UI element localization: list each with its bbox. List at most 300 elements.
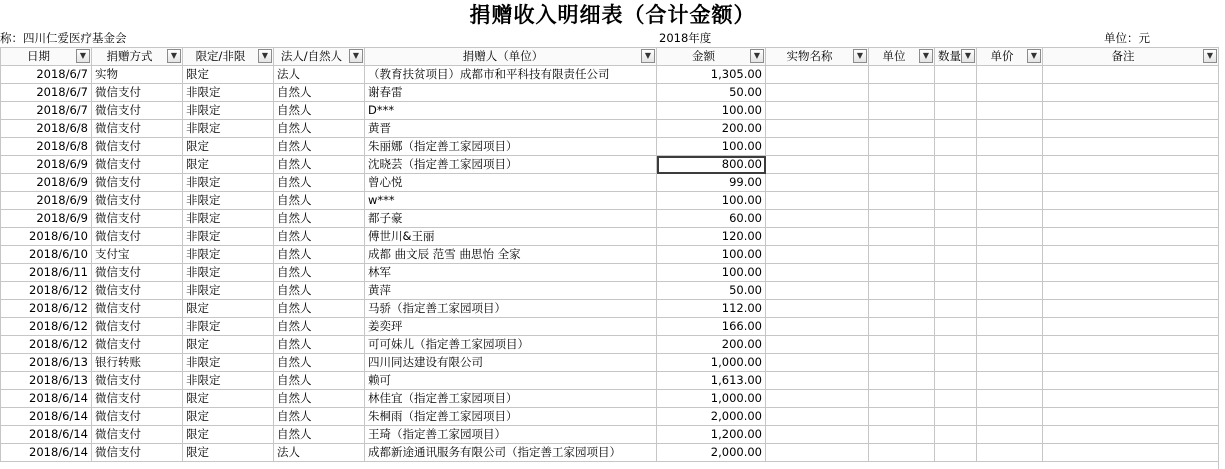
column-header-label: 数量	[938, 49, 961, 63]
dropdown-arrow-icon[interactable]: ▼	[750, 49, 764, 63]
cell-remark[interactable]	[1043, 372, 1219, 390]
cell-amount[interactable]: 1,305.00	[657, 66, 766, 84]
cell-date[interactable]: 2018/6/9	[1, 156, 92, 174]
cell-donor-type[interactable]: 自然人	[274, 390, 365, 408]
cell-date[interactable]: 2018/6/10	[1, 228, 92, 246]
cell-unit-price[interactable]	[977, 426, 1043, 444]
column-header-label: 实物名称	[786, 49, 833, 63]
cell-quantity[interactable]	[935, 156, 977, 174]
cell-unit[interactable]	[869, 300, 935, 318]
cell-unit-price[interactable]	[977, 318, 1043, 336]
cell-unit[interactable]	[869, 84, 935, 102]
cell-amount[interactable]: 800.00	[657, 156, 766, 174]
cell-quantity[interactable]	[935, 336, 977, 354]
cell-date[interactable]: 2018/6/8	[1, 138, 92, 156]
cell-restriction[interactable]: 非限定	[183, 228, 274, 246]
cell-restriction[interactable]: 非限定	[183, 282, 274, 300]
cell-remark[interactable]	[1043, 174, 1219, 192]
cell-date[interactable]: 2018/6/9	[1, 174, 92, 192]
cell-date[interactable]: 2018/6/10	[1, 246, 92, 264]
cell-remark[interactable]	[1043, 300, 1219, 318]
dropdown-arrow-icon[interactable]: ▼	[349, 49, 363, 63]
cell-method[interactable]: 微信支付	[92, 318, 183, 336]
cell-item-name[interactable]	[766, 372, 869, 390]
cell-quantity[interactable]	[935, 426, 977, 444]
cell-donor-type[interactable]: 自然人	[274, 120, 365, 138]
cell-item-name[interactable]	[766, 174, 869, 192]
cell-item-name[interactable]	[766, 264, 869, 282]
cell-item-name[interactable]	[766, 84, 869, 102]
cell-donor[interactable]: 成都 曲文辰 范雪 曲思怡 全家	[365, 246, 657, 264]
cell-donor[interactable]: 成都新途通讯服务有限公司（指定善工家园项目）	[365, 444, 657, 462]
cell-amount[interactable]: 120.00	[657, 228, 766, 246]
cell-donor[interactable]: D***	[365, 102, 657, 120]
cell-donor-type[interactable]: 法人	[274, 444, 365, 462]
cell-donor[interactable]: 傅世川&王丽	[365, 228, 657, 246]
cell-remark[interactable]	[1043, 444, 1219, 462]
cell-item-name[interactable]	[766, 444, 869, 462]
cell-quantity[interactable]	[935, 66, 977, 84]
cell-quantity[interactable]	[935, 102, 977, 120]
cell-donor-type[interactable]: 自然人	[274, 264, 365, 282]
cell-amount[interactable]: 100.00	[657, 246, 766, 264]
cell-donor-type[interactable]: 自然人	[274, 300, 365, 318]
cell-unit-price[interactable]	[977, 246, 1043, 264]
cell-item-name[interactable]	[766, 318, 869, 336]
cell-unit[interactable]	[869, 246, 935, 264]
cell-quantity[interactable]	[935, 138, 977, 156]
cell-restriction[interactable]: 非限定	[183, 264, 274, 282]
column-header-quantity[interactable]	[935, 48, 977, 66]
dropdown-arrow-icon[interactable]: ▼	[961, 49, 975, 63]
cell-method[interactable]: 支付宝	[92, 246, 183, 264]
cell-amount[interactable]: 200.00	[657, 120, 766, 138]
cell-amount[interactable]: 166.00	[657, 318, 766, 336]
cell-method[interactable]: 微信支付	[92, 426, 183, 444]
table-row	[1, 102, 1219, 120]
cell-donor-type[interactable]: 自然人	[274, 228, 365, 246]
table-row	[1, 84, 1219, 102]
cell-remark[interactable]	[1043, 408, 1219, 426]
column-header-label: 单位	[882, 49, 906, 63]
cell-donor[interactable]: 四川同达建设有限公司	[365, 354, 657, 372]
cell-donor[interactable]: （教育扶贫项目）成都市和平科技有限责任公司	[365, 66, 657, 84]
cell-unit[interactable]	[869, 282, 935, 300]
cell-date[interactable]: 2018/6/7	[1, 84, 92, 102]
cell-donor[interactable]: 林佳宜（指定善工家园项目）	[365, 390, 657, 408]
cell-date[interactable]: 2018/6/11	[1, 264, 92, 282]
table-body	[1, 66, 1219, 462]
cell-amount[interactable]: 50.00	[657, 84, 766, 102]
cell-restriction[interactable]: 非限定	[183, 210, 274, 228]
cell-quantity[interactable]	[935, 282, 977, 300]
column-header-unit-price[interactable]	[977, 48, 1043, 66]
cell-amount[interactable]: 1,613.00	[657, 372, 766, 390]
table-right-edge	[1218, 47, 1219, 469]
cell-unit-price[interactable]	[977, 408, 1043, 426]
cell-item-name[interactable]	[766, 210, 869, 228]
cell-amount[interactable]: 99.00	[657, 174, 766, 192]
cell-donor-type[interactable]: 自然人	[274, 210, 365, 228]
cell-restriction[interactable]: 非限定	[183, 102, 274, 120]
column-header-amount[interactable]	[657, 48, 766, 66]
cell-amount[interactable]: 100.00	[657, 102, 766, 120]
cell-amount[interactable]: 60.00	[657, 210, 766, 228]
cell-unit-price[interactable]	[977, 138, 1043, 156]
cell-donor[interactable]: 谢春雷	[365, 84, 657, 102]
cell-item-name[interactable]	[766, 120, 869, 138]
table-row	[1, 336, 1219, 354]
cell-date[interactable]: 2018/6/14	[1, 426, 92, 444]
cell-remark[interactable]	[1043, 84, 1219, 102]
cell-method[interactable]: 微信支付	[92, 336, 183, 354]
cell-donor-type[interactable]: 自然人	[274, 174, 365, 192]
cell-donor[interactable]: 都子豪	[365, 210, 657, 228]
cell-quantity[interactable]	[935, 390, 977, 408]
cell-quantity[interactable]	[935, 408, 977, 426]
cell-donor[interactable]: 林军	[365, 264, 657, 282]
cell-method[interactable]: 微信支付	[92, 138, 183, 156]
cell-item-name[interactable]	[766, 282, 869, 300]
cell-donor-type[interactable]: 自然人	[274, 372, 365, 390]
cell-item-name[interactable]	[766, 300, 869, 318]
cell-unit[interactable]	[869, 318, 935, 336]
cell-quantity[interactable]	[935, 174, 977, 192]
table-row	[1, 228, 1219, 246]
cell-remark[interactable]	[1043, 228, 1219, 246]
table-row	[1, 120, 1219, 138]
cell-method[interactable]: 实物	[92, 66, 183, 84]
cell-item-name[interactable]	[766, 102, 869, 120]
cell-quantity[interactable]	[935, 120, 977, 138]
cell-amount[interactable]: 2,000.00	[657, 408, 766, 426]
cell-method[interactable]: 银行转账	[92, 354, 183, 372]
cell-date[interactable]: 2018/6/12	[1, 282, 92, 300]
column-header-date[interactable]	[1, 48, 92, 66]
dropdown-arrow-icon[interactable]: ▼	[76, 49, 90, 63]
cell-date[interactable]: 2018/6/9	[1, 192, 92, 210]
cell-date[interactable]: 2018/6/7	[1, 102, 92, 120]
cell-donor-type[interactable]: 自然人	[274, 246, 365, 264]
cell-unit-price[interactable]	[977, 228, 1043, 246]
table-row	[1, 300, 1219, 318]
cell-quantity[interactable]	[935, 246, 977, 264]
cell-donor-type[interactable]: 法人	[274, 66, 365, 84]
column-header-label: 单价	[990, 49, 1014, 63]
cell-date[interactable]: 2018/6/12	[1, 336, 92, 354]
cell-unit[interactable]	[869, 192, 935, 210]
cell-quantity[interactable]	[935, 372, 977, 390]
table-row	[1, 354, 1219, 372]
cell-amount[interactable]: 100.00	[657, 192, 766, 210]
cell-unit-price[interactable]	[977, 102, 1043, 120]
cell-unit-price[interactable]	[977, 264, 1043, 282]
cell-amount[interactable]: 100.00	[657, 264, 766, 282]
cell-remark[interactable]	[1043, 138, 1219, 156]
cell-donor[interactable]: 王琦（指定善工家园项目）	[365, 426, 657, 444]
cell-remark[interactable]	[1043, 282, 1219, 300]
dropdown-arrow-icon[interactable]: ▼	[1203, 49, 1217, 63]
cell-unit-price[interactable]	[977, 174, 1043, 192]
table-row	[1, 246, 1219, 264]
cell-remark[interactable]	[1043, 192, 1219, 210]
cell-donor-type[interactable]: 自然人	[274, 84, 365, 102]
cell-unit[interactable]	[869, 408, 935, 426]
cell-donor[interactable]: 朱丽娜（指定善工家园项目）	[365, 138, 657, 156]
cell-remark[interactable]	[1043, 264, 1219, 282]
cell-amount[interactable]: 1,200.00	[657, 426, 766, 444]
cell-amount[interactable]: 2,000.00	[657, 444, 766, 462]
cell-unit-price[interactable]	[977, 336, 1043, 354]
table-row	[1, 390, 1219, 408]
table-row	[1, 282, 1219, 300]
cell-donor[interactable]: 马骄（指定善工家园项目）	[365, 300, 657, 318]
dropdown-arrow-icon[interactable]: ▼	[1027, 49, 1041, 63]
cell-donor-type[interactable]: 自然人	[274, 282, 365, 300]
table-row	[1, 138, 1219, 156]
cell-restriction[interactable]: 限定	[183, 426, 274, 444]
cell-remark[interactable]	[1043, 354, 1219, 372]
cell-method[interactable]: 微信支付	[92, 210, 183, 228]
cell-unit[interactable]	[869, 156, 935, 174]
cell-method[interactable]: 微信支付	[92, 282, 183, 300]
cell-donor-type[interactable]: 自然人	[274, 426, 365, 444]
dropdown-arrow-icon[interactable]: ▼	[919, 49, 933, 63]
cell-amount[interactable]: 200.00	[657, 336, 766, 354]
cell-item-name[interactable]	[766, 228, 869, 246]
cell-donor[interactable]: 曾心悦	[365, 174, 657, 192]
cell-remark[interactable]	[1043, 66, 1219, 84]
cell-restriction[interactable]: 限定	[183, 66, 274, 84]
cell-restriction[interactable]: 限定	[183, 336, 274, 354]
cell-restriction[interactable]: 非限定	[183, 174, 274, 192]
cell-donor-type[interactable]: 自然人	[274, 138, 365, 156]
cell-remark[interactable]	[1043, 390, 1219, 408]
year-label: 2018年度	[659, 31, 712, 45]
cell-restriction[interactable]: 非限定	[183, 246, 274, 264]
table-row	[1, 264, 1219, 282]
cell-unit[interactable]	[869, 390, 935, 408]
cell-amount[interactable]: 1,000.00	[657, 354, 766, 372]
cell-method[interactable]: 微信支付	[92, 408, 183, 426]
column-header-label: 捐赠方式	[106, 49, 153, 63]
cell-unit[interactable]	[869, 210, 935, 228]
column-header-label: 限定/非限	[195, 49, 246, 63]
cell-donor[interactable]: 姜奕玶	[365, 318, 657, 336]
cell-item-name[interactable]	[766, 138, 869, 156]
cell-unit-price[interactable]	[977, 372, 1043, 390]
cell-unit-price[interactable]	[977, 300, 1043, 318]
cell-unit[interactable]	[869, 354, 935, 372]
table-row	[1, 408, 1219, 426]
cell-method[interactable]: 微信支付	[92, 84, 183, 102]
cell-restriction[interactable]: 非限定	[183, 84, 274, 102]
cell-restriction[interactable]: 非限定	[183, 318, 274, 336]
cell-date[interactable]: 2018/6/14	[1, 408, 92, 426]
cell-unit[interactable]	[869, 444, 935, 462]
cell-item-name[interactable]	[766, 156, 869, 174]
cell-quantity[interactable]	[935, 318, 977, 336]
table-row	[1, 192, 1219, 210]
cell-donor[interactable]: 沈晓芸（指定善工家园项目）	[365, 156, 657, 174]
cell-method[interactable]: 微信支付	[92, 192, 183, 210]
cell-method[interactable]: 微信支付	[92, 102, 183, 120]
cell-method[interactable]: 微信支付	[92, 156, 183, 174]
cell-unit[interactable]	[869, 138, 935, 156]
cell-remark[interactable]	[1043, 102, 1219, 120]
dropdown-arrow-icon[interactable]: ▼	[853, 49, 867, 63]
cell-amount[interactable]: 112.00	[657, 300, 766, 318]
column-header-label: 金额	[692, 49, 715, 63]
table-row	[1, 174, 1219, 192]
cell-method[interactable]: 微信支付	[92, 444, 183, 462]
cell-unit[interactable]	[869, 120, 935, 138]
cell-donor-type[interactable]: 自然人	[274, 192, 365, 210]
cell-unit-price[interactable]	[977, 210, 1043, 228]
cell-unit[interactable]	[869, 102, 935, 120]
column-header-method[interactable]	[92, 48, 183, 66]
cell-date[interactable]: 2018/6/14	[1, 444, 92, 462]
cell-remark[interactable]	[1043, 246, 1219, 264]
cell-unit[interactable]	[869, 174, 935, 192]
cell-donor[interactable]: 可可妹儿（指定善工家园项目）	[365, 336, 657, 354]
cell-item-name[interactable]	[766, 408, 869, 426]
cell-unit-price[interactable]	[977, 156, 1043, 174]
cell-donor[interactable]: 朱桐雨（指定善工家园项目）	[365, 408, 657, 426]
table-row	[1, 66, 1219, 84]
cell-donor[interactable]: w***	[365, 192, 657, 210]
cell-donor[interactable]: 黄晋	[365, 120, 657, 138]
dropdown-arrow-icon[interactable]: ▼	[258, 49, 272, 63]
cell-amount[interactable]: 100.00	[657, 138, 766, 156]
column-header-donor[interactable]	[365, 48, 657, 66]
cell-donor-type[interactable]: 自然人	[274, 318, 365, 336]
column-header-remark[interactable]	[1043, 48, 1219, 66]
cell-item-name[interactable]	[766, 354, 869, 372]
cell-unit[interactable]	[869, 336, 935, 354]
cell-unit[interactable]	[869, 264, 935, 282]
cell-donor-type[interactable]: 自然人	[274, 336, 365, 354]
cell-quantity[interactable]	[935, 84, 977, 102]
cell-donor[interactable]: 黄萍	[365, 282, 657, 300]
cell-quantity[interactable]	[935, 264, 977, 282]
cell-method[interactable]: 微信支付	[92, 300, 183, 318]
cell-restriction[interactable]: 限定	[183, 138, 274, 156]
cell-date[interactable]: 2018/6/12	[1, 300, 92, 318]
column-header-item-name[interactable]	[766, 48, 869, 66]
cell-restriction[interactable]: 限定	[183, 300, 274, 318]
cell-method[interactable]: 微信支付	[92, 372, 183, 390]
cell-date[interactable]: 2018/6/7	[1, 66, 92, 84]
cell-date[interactable]: 2018/6/12	[1, 318, 92, 336]
cell-method[interactable]: 微信支付	[92, 390, 183, 408]
cell-item-name[interactable]	[766, 390, 869, 408]
cell-date[interactable]: 2018/6/14	[1, 390, 92, 408]
header-row	[1, 48, 1219, 66]
cell-amount[interactable]: 1,000.00	[657, 390, 766, 408]
cell-quantity[interactable]	[935, 300, 977, 318]
cell-quantity[interactable]	[935, 192, 977, 210]
column-header-unit[interactable]	[869, 48, 935, 66]
cell-method[interactable]: 微信支付	[92, 264, 183, 282]
cell-method[interactable]: 微信支付	[92, 120, 183, 138]
cell-restriction[interactable]: 非限定	[183, 192, 274, 210]
table-row	[1, 372, 1219, 390]
cell-donor-type[interactable]: 自然人	[274, 102, 365, 120]
cell-quantity[interactable]	[935, 210, 977, 228]
cell-date[interactable]: 2018/6/13	[1, 372, 92, 390]
cell-unit-price[interactable]	[977, 192, 1043, 210]
cell-donor-type[interactable]: 自然人	[274, 408, 365, 426]
cell-remark[interactable]	[1043, 156, 1219, 174]
donation-table	[0, 47, 1219, 462]
cell-unit-price[interactable]	[977, 120, 1043, 138]
column-header-restriction[interactable]	[183, 48, 274, 66]
cell-restriction[interactable]: 限定	[183, 408, 274, 426]
cell-amount[interactable]: 50.00	[657, 282, 766, 300]
cell-item-name[interactable]	[766, 66, 869, 84]
cell-restriction[interactable]: 非限定	[183, 372, 274, 390]
table-row	[1, 426, 1219, 444]
cell-quantity[interactable]	[935, 228, 977, 246]
cell-unit[interactable]	[869, 426, 935, 444]
cell-quantity[interactable]	[935, 354, 977, 372]
unit-label: 单位：元	[1104, 31, 1150, 45]
table-row	[1, 444, 1219, 462]
cell-restriction[interactable]: 限定	[183, 390, 274, 408]
dropdown-arrow-icon[interactable]: ▼	[167, 49, 181, 63]
cell-remark[interactable]	[1043, 318, 1219, 336]
cell-restriction[interactable]: 非限定	[183, 354, 274, 372]
cell-unit-price[interactable]	[977, 282, 1043, 300]
cell-remark[interactable]	[1043, 336, 1219, 354]
column-header-label: 捐赠人（单位）	[462, 49, 544, 63]
dropdown-arrow-icon[interactable]: ▼	[641, 49, 655, 63]
cell-item-name[interactable]	[766, 336, 869, 354]
cell-date[interactable]: 2018/6/8	[1, 120, 92, 138]
column-header-donor-type[interactable]	[274, 48, 365, 66]
cell-remark[interactable]	[1043, 210, 1219, 228]
cell-unit-price[interactable]	[977, 354, 1043, 372]
cell-donor-type[interactable]: 自然人	[274, 156, 365, 174]
cell-date[interactable]: 2018/6/9	[1, 210, 92, 228]
cell-restriction[interactable]: 限定	[183, 444, 274, 462]
cell-method[interactable]: 微信支付	[92, 174, 183, 192]
cell-unit[interactable]	[869, 228, 935, 246]
cell-donor[interactable]: 赖可	[365, 372, 657, 390]
cell-unit-price[interactable]	[977, 390, 1043, 408]
cell-method[interactable]: 微信支付	[92, 228, 183, 246]
cell-unit-price[interactable]	[977, 444, 1043, 462]
cell-unit[interactable]	[869, 66, 935, 84]
cell-donor-type[interactable]: 自然人	[274, 354, 365, 372]
cell-unit-price[interactable]	[977, 84, 1043, 102]
cell-item-name[interactable]	[766, 246, 869, 264]
table-row	[1, 210, 1219, 228]
cell-unit-price[interactable]	[977, 66, 1043, 84]
column-header-label: 日期	[27, 49, 50, 63]
column-header-label: 备注	[1111, 49, 1135, 63]
cell-date[interactable]: 2018/6/13	[1, 354, 92, 372]
cell-restriction[interactable]: 非限定	[183, 120, 274, 138]
cell-unit[interactable]	[869, 372, 935, 390]
cell-remark[interactable]	[1043, 426, 1219, 444]
cell-item-name[interactable]	[766, 426, 869, 444]
cell-restriction[interactable]: 限定	[183, 156, 274, 174]
cell-quantity[interactable]	[935, 444, 977, 462]
cell-remark[interactable]	[1043, 120, 1219, 138]
cell-item-name[interactable]	[766, 192, 869, 210]
